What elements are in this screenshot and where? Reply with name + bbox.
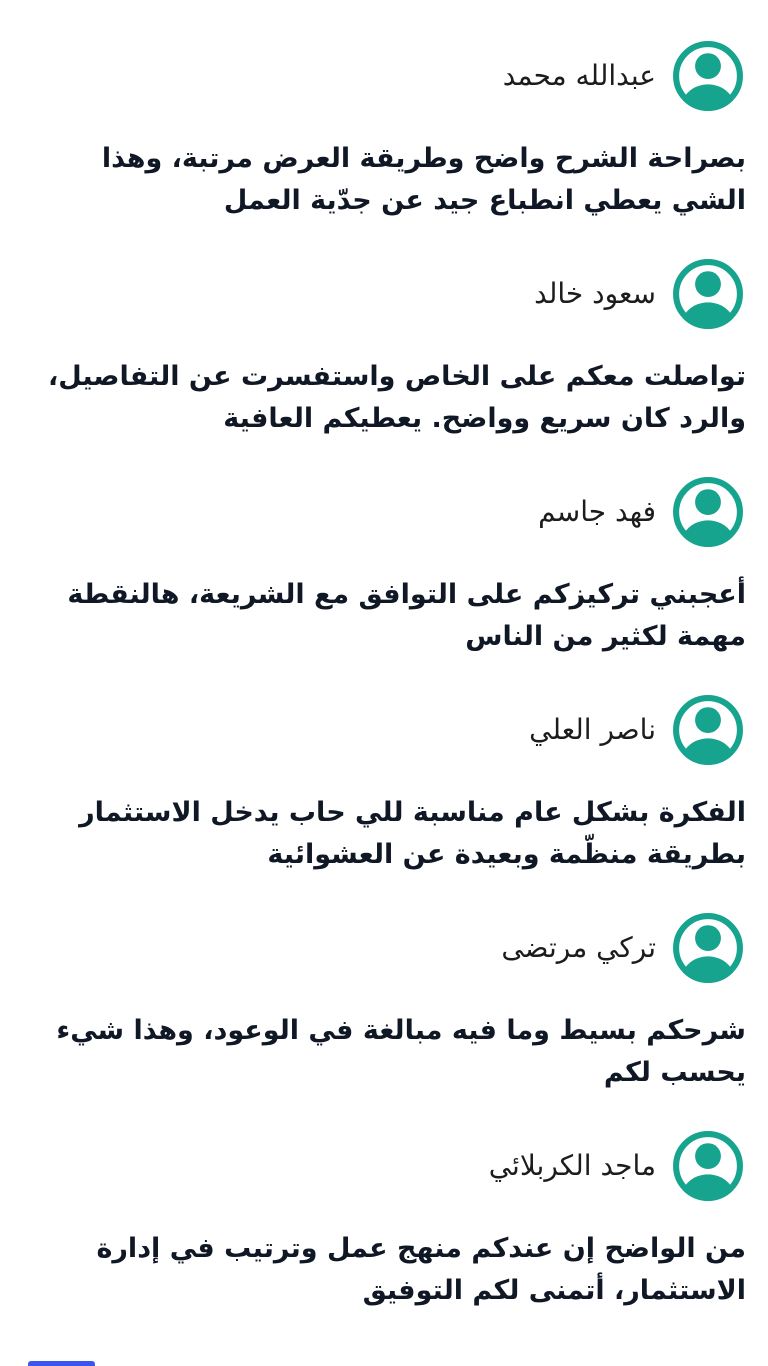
testimonial-comment: بصراحة الشرح واضح وطريقة العرض مرتبة، وهذا الشي يعطي انطباع جيد عن جدّية العمل [101,143,746,216]
testimonial-card [24,1128,746,1312]
testimonial-card [24,38,746,222]
testimonial-card [24,692,746,876]
testimonial-card [24,256,746,440]
testimonial-author-name: ناصر العلي [529,713,656,747]
partial-bottom-element [28,1361,95,1366]
user-avatar-icon [670,910,746,986]
testimonial-author-name: فهد جاسم [538,495,656,529]
testimonial-card [24,474,746,658]
testimonial-header [24,910,746,986]
user-avatar-icon [670,692,746,768]
testimonial-comment: تواصلت معكم على الخاص واستفسرت عن التفاصيل، والرد كان سريع وواضح. يعطيكم العافية [48,361,746,434]
testimonial-card [24,910,746,1094]
user-avatar-icon [670,256,746,332]
testimonial-header [24,474,746,550]
user-avatar-icon [670,38,746,114]
testimonial-author-name: عبدالله محمد [502,59,656,93]
testimonial-author-name: تركي مرتضى [501,931,656,965]
testimonial-comment: الفكرة بشكل عام مناسبة للي حاب يدخل الاستثمار بطريقة منظّمة وبعيدة عن العشوائية [79,797,746,870]
testimonial-header [24,1128,746,1204]
testimonial-header [24,692,746,768]
user-avatar-icon [670,1128,746,1204]
testimonial-header [24,38,746,114]
testimonial-comment: من الواضح إن عندكم منهج عمل وترتيب في إدارة الاستثمار، أتمنى لكم التوفيق [96,1233,746,1306]
testimonial-author-name: ماجد الكربلائي [488,1149,656,1183]
testimonial-author-name: سعود خالد [534,277,656,311]
testimonial-header [24,256,746,332]
testimonial-comment: شرحكم بسيط وما فيه مبالغة في الوعود، وهذا شيء يحسب لكم [56,1015,746,1088]
testimonial-comment: أعجبني تركيزكم على التوافق مع الشريعة، هالنقطة مهمة لكثير من الناس [67,579,746,652]
user-avatar-icon [670,474,746,550]
